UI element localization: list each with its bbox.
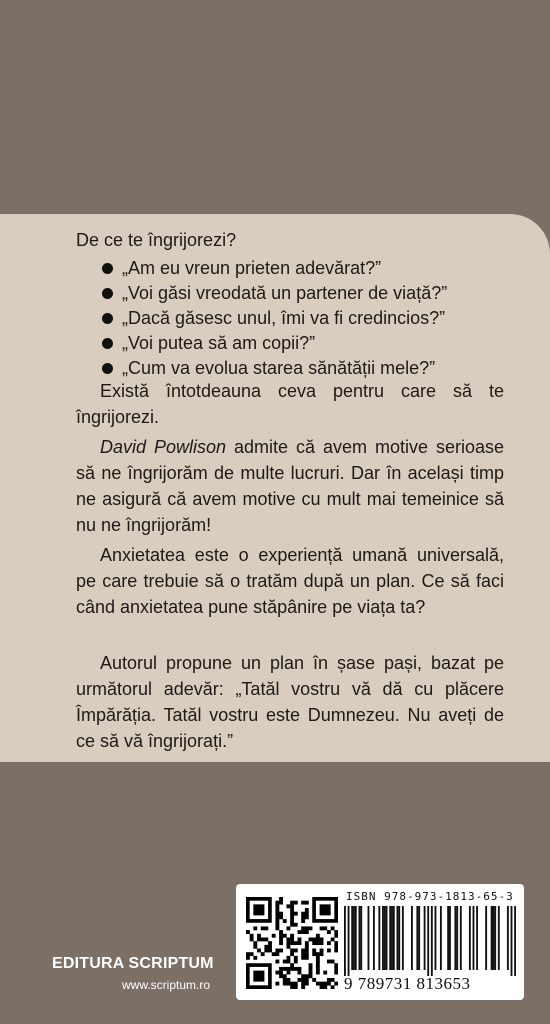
question-list bbox=[100, 256, 447, 381]
publisher-website: www.scriptum.ro bbox=[122, 978, 211, 992]
question-item: „Dacă găsesc unul, îmi va fi credincios?” bbox=[100, 306, 447, 331]
author-name: David Powlison bbox=[100, 437, 227, 457]
barcode-icon bbox=[344, 906, 516, 976]
qr-code-icon bbox=[246, 897, 338, 989]
bullet-icon bbox=[102, 363, 113, 374]
intro-question: De ce te îngrijorezi? bbox=[76, 230, 237, 250]
question-item: „Voi putea să am copii?” bbox=[100, 331, 447, 356]
bullet-icon bbox=[102, 338, 113, 349]
bullet-icon bbox=[102, 263, 113, 274]
question-item: „Am eu vreun prieten adevărat?” bbox=[100, 256, 447, 281]
publisher-name: EDITURA SCRIPTUM bbox=[52, 955, 214, 972]
paragraph-always-worry: Există întotdeauna ceva pentru care să te îngrijorezi. bbox=[76, 381, 504, 427]
question-item: „Cum va evolua starea sănătății mele?” bbox=[100, 356, 447, 381]
bullet-icon bbox=[102, 313, 113, 324]
isbn-label: ISBN 978-973-1813-65-3 bbox=[346, 890, 514, 903]
barcode-box bbox=[236, 884, 524, 1000]
paragraph-plan: Autorul propune un plan în șase pași, bazat pe următorul adevăr: „Tatăl vostru vă dă cu plăcere Împărăția. Tatăl vostru este Dumnezeu. Nu aveți de ce să vă îngrijorați.” bbox=[76, 653, 504, 751]
bullet-icon bbox=[102, 288, 113, 299]
description-panel bbox=[0, 214, 550, 762]
paragraph-anxiety: Anxietatea este o experiență umană universală, pe care trebuie să o tratăm după un plan. Ce să faci când anxietatea pune stăpânire pe viața ta? bbox=[76, 545, 504, 617]
isbn-digits: 9 789731 813653 bbox=[344, 974, 471, 993]
question-item: „Voi găsi vreodată un partener de viață?” bbox=[100, 281, 447, 306]
paragraph-author: David Powlison admite că avem motive serioase să ne îngrijorăm de multe lucruri. Dar în același timp ne asigură că avem motive cu mult mai temeinice să nu ne îngrijorăm! bbox=[76, 437, 504, 535]
